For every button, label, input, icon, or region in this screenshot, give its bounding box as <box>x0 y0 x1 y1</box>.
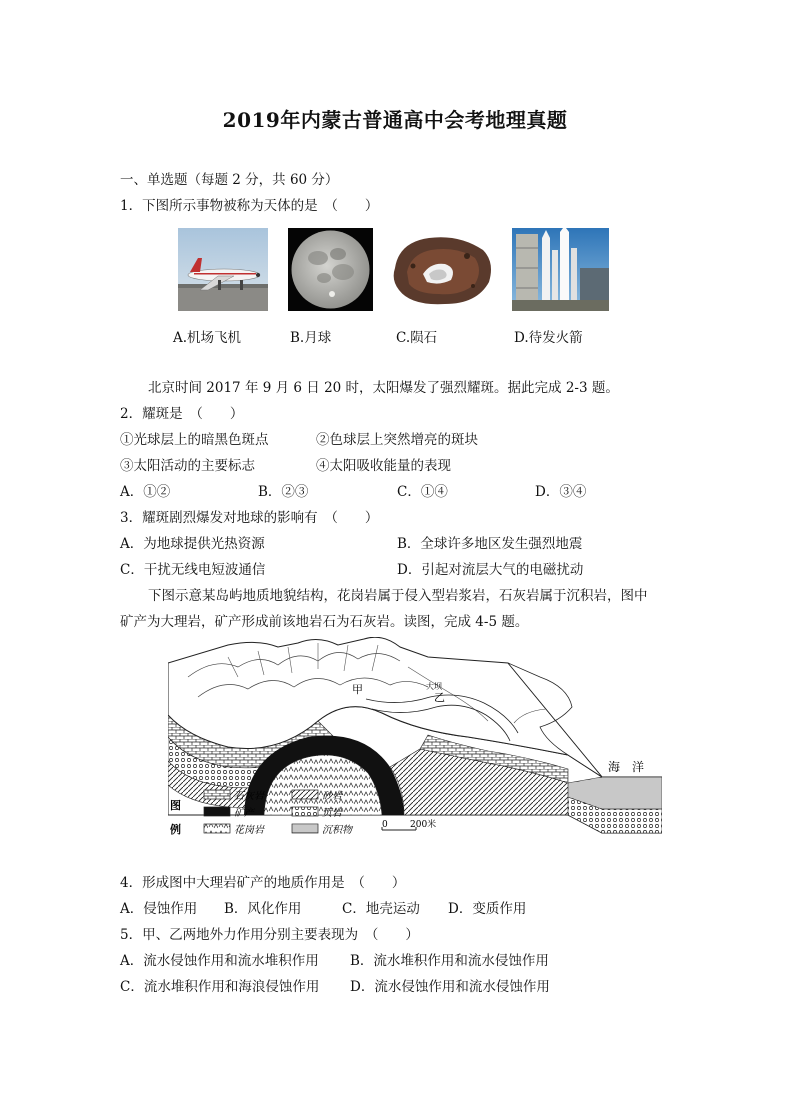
airplane-photo <box>178 228 268 311</box>
geology-block-diagram <box>168 637 662 847</box>
q2-statement-4: ④太阳吸收能量的表现 <box>316 458 451 474</box>
q1-caption-b: B.月球 <box>290 330 332 346</box>
q3-option-d: D．引起对流层大气的电磁扰动 <box>397 562 584 578</box>
q5-stem: 5．甲、乙两地外力作用分别主要表现为 （ ） <box>120 927 419 943</box>
q1-stem: 1．下图所示事物被称为天体的是 （ ） <box>120 198 379 214</box>
page-title: 2019年内蒙古普通高中会考地理真题 <box>222 108 568 132</box>
label-yi: 乙 <box>434 691 445 704</box>
legend-title-1: 图 <box>170 799 181 812</box>
q2-statement-1: ①光球层上的暗黑色斑点 <box>120 432 269 448</box>
q5-option-d: D．流水侵蚀作用和流水侵蚀作用 <box>350 979 550 995</box>
q1-caption-a: A.机场飞机 <box>173 330 242 346</box>
q2-statement-2: ②色球层上突然增亮的斑块 <box>316 432 478 448</box>
q4-option-d: D．变质作用 <box>448 901 527 917</box>
q3-option-b: B．全球许多地区发生强烈地震 <box>397 536 583 552</box>
moon-photo <box>288 228 373 311</box>
scale-bar <box>382 818 436 830</box>
q5-option-c: C．流水堆积作用和海浪侵蚀作用 <box>120 979 320 995</box>
scale-zero: 0 <box>382 820 388 830</box>
q4-option-c: C．地壳运动 <box>342 901 420 917</box>
q4-option-a: A．侵蚀作用 <box>120 901 198 917</box>
q4-stem: 4．形成图中大理岩矿产的地质作用是 （ ） <box>120 875 406 891</box>
legend-ore: 矿产 <box>234 808 254 819</box>
legend-shale: 页岩 <box>322 808 342 819</box>
label-sea: 海 洋 <box>608 760 645 774</box>
q5-option-a: A．流水侵蚀作用和流水堆积作用 <box>120 953 319 969</box>
intro-4-5-line1: 下图示意某岛屿地质地貌结构，花岗岩属于侵入型岩浆岩，石灰岩属于沉积岩，图中 <box>148 588 648 604</box>
rocket-photo <box>512 228 609 311</box>
q3-stem: 3．耀斑剧烈爆发对地球的影响有 （ ） <box>120 510 379 526</box>
legend-granite: 花岗岩 <box>234 825 264 836</box>
meteorite-photo <box>387 228 498 311</box>
intro-4-5-line2: 矿产为大理岩，矿产形成前该地岩石为石灰岩。读图，完成 4-5 题。 <box>120 614 529 630</box>
label-dam: 大坝 <box>426 682 442 691</box>
q2-option-a: A．①② <box>120 484 171 500</box>
scale-text: 200米 <box>410 820 437 830</box>
legend-limestone: 石灰岩 <box>234 791 264 802</box>
label-jia: 甲 <box>352 683 363 696</box>
legend-sediment: 沉积物 <box>322 825 352 836</box>
legend-sandstone: 砂岩 <box>322 791 342 802</box>
q2-statement-3: ③太阳活动的主要标志 <box>120 458 255 474</box>
q3-option-a: A．为地球提供光热资源 <box>120 536 265 552</box>
legend-title-2: 例 <box>170 823 181 836</box>
intro-2-3: 北京时间 2017 年 9 月 6 日 20 时，太阳爆发了强烈耀斑。据此完成 2-3 题。 <box>148 380 619 396</box>
q2-option-d: D．③④ <box>535 484 587 500</box>
section-heading: 一、单选题（每题 2 分，共 60 分） <box>120 172 339 188</box>
q1-caption-c: C.陨石 <box>396 330 438 346</box>
q3-option-c: C．干扰无线电短波通信 <box>120 562 266 578</box>
q5-option-b: B．流水堆积作用和流水侵蚀作用 <box>350 953 549 969</box>
q4-option-b: B．风化作用 <box>224 901 302 917</box>
q1-caption-d: D.待发火箭 <box>514 330 583 346</box>
q2-option-b: B．②③ <box>258 484 309 500</box>
q2-option-c: C．①④ <box>397 484 448 500</box>
q2-stem: 2．耀斑是 （ ） <box>120 406 244 422</box>
